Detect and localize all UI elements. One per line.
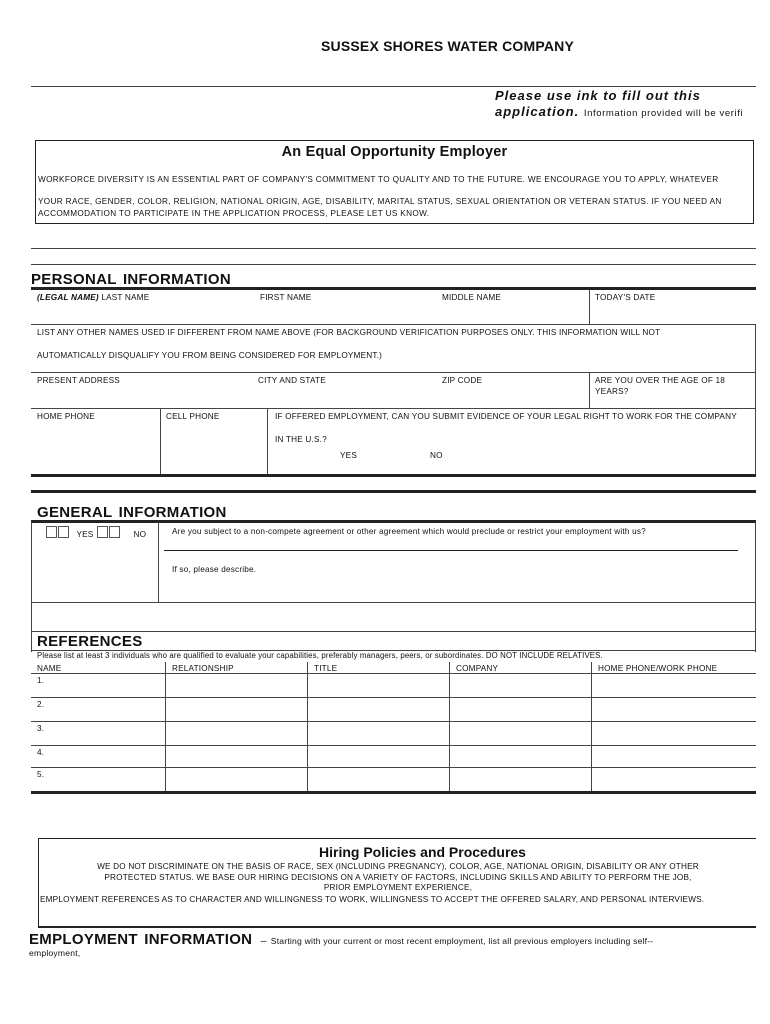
- last-name-label: LAST NAME: [101, 293, 150, 302]
- personal-info-title: PERSONAL INFORMATION: [31, 271, 231, 288]
- personal-top-rule: [31, 287, 756, 290]
- date-divider: [589, 290, 590, 324]
- middle-name-label: MIDDLE NAME: [442, 293, 502, 302]
- phone-divider-1: [160, 408, 161, 474]
- divider-1: [31, 248, 756, 249]
- hiring-line2: PROTECTED STATUS. WE BASE OUR HIRING DECISIONS ON A VARIETY OF FACTORS, INCLUDING SKILLS AND ABILITY TO PERFORM THE JOB,: [104, 873, 692, 882]
- header-rule: [31, 86, 756, 87]
- personal-bottom-rule: [31, 474, 756, 477]
- employment-header: [29, 931, 770, 949]
- home-phone-label: HOME PHONE: [37, 412, 95, 421]
- references-instructions: Please list at least 3 individuals who are qualified to evaluate your capabilities, preferably managers, peers, or subordinates. DO NOT INCLUDE RELATIVES.: [37, 651, 603, 660]
- info-verified-notice: Information provided will be verifi: [583, 108, 744, 119]
- company-name: SUSSEX SHORES WATER COMPANY: [320, 38, 575, 54]
- ink-notice-line2: application.: [495, 104, 580, 119]
- general-col-divider: [158, 522, 159, 602]
- first-name-label: FIRST NAME: [260, 293, 312, 302]
- hiring-title: Hiring Policies and Procedures: [319, 844, 526, 860]
- eoe-box: [35, 140, 754, 224]
- noncompete-no[interactable]: [97, 526, 146, 540]
- age-divider: [589, 372, 590, 408]
- todays-date-label: TODAY'S DATE: [595, 293, 656, 302]
- last-name-input[interactable]: [37, 305, 252, 321]
- legal-right-no-label: NO: [430, 451, 443, 460]
- divider-2: [31, 264, 756, 265]
- ref-row-rule: [31, 745, 756, 746]
- col-company: COMPANY: [456, 664, 499, 673]
- legal-right-yes-label: YES: [340, 451, 357, 460]
- table-row: 2.: [37, 700, 45, 709]
- ref-header-rule: [31, 673, 756, 674]
- other-names-label: LIST ANY OTHER NAMES USED IF DIFFERENT FROM NAME ABOVE (FOR BACKGROUND VERIFICATION PURPOSES ONLY. THIS INFORMATION WILL NOT: [37, 328, 661, 337]
- right-border-personal: [755, 324, 756, 474]
- general-info-title: GENERAL INFORMATION: [37, 504, 227, 521]
- cell-phone-input[interactable]: [166, 430, 262, 446]
- legal-right-no[interactable]: [430, 450, 443, 461]
- checkbox-icon: [97, 526, 108, 538]
- ref-col-divider-4: [591, 662, 592, 792]
- ink-notice-line1: Please use ink to fill out this: [495, 88, 701, 103]
- hiring-policies-box: [38, 838, 756, 928]
- ref-col-divider-1: [165, 662, 166, 792]
- legal-right-yes[interactable]: [340, 450, 357, 461]
- zip-code-label: ZIP CODE: [442, 376, 483, 385]
- legal-right-label: IF OFFERED EMPLOYMENT, CAN YOU SUBMIT EVIDENCE OF YOUR LEGAL RIGHT TO WORK FOR THE COMPANY: [275, 412, 737, 421]
- col-relationship: RELATIONSHIP: [172, 664, 234, 673]
- noncompete-underline: [164, 550, 738, 551]
- employment-dash: –: [260, 936, 267, 947]
- row-rule-1: [31, 324, 756, 325]
- ref-row-rule: [31, 767, 756, 768]
- zip-code-input[interactable]: [442, 389, 582, 405]
- hiring-line1: WE DO NOT DISCRIMINATE ON THE BASIS OF RACE, SEX (INCLUDING PREGNANCY), COLOR, AGE, NATIONAL ORIGIN, DISABILITY OR ANY OTHER: [97, 862, 699, 871]
- first-name-input[interactable]: [260, 305, 435, 321]
- table-row: 3.: [37, 724, 45, 733]
- present-address-input[interactable]: [37, 389, 252, 405]
- checkbox-icon: [58, 526, 69, 538]
- hiring-line3: PRIOR EMPLOYMENT EXPERIENCE,: [323, 883, 473, 892]
- general-top-rule-2: [31, 520, 756, 523]
- home-phone-input[interactable]: [37, 430, 155, 446]
- hiring-line4: EMPLOYMENT REFERENCES AS TO CHARACTER AND WILLINGNESS TO WORK, WILLINGNESS TO ACCEPT THE OFFERED SALARY, AND PERSONAL INTERVIEWS.: [40, 895, 705, 904]
- row-rule-3: [31, 408, 756, 409]
- ref-row-rule: [31, 721, 756, 722]
- table-row: 1.: [37, 676, 45, 685]
- employment-instructions: Starting with your current or most recent employment, list all previous employers including self--: [270, 936, 654, 946]
- city-state-label: CITY AND STATE: [258, 376, 326, 385]
- legal-name-tag: (LEGAL NAME): [37, 293, 99, 302]
- references-title: REFERENCES: [37, 633, 143, 650]
- col-phone: HOME PHONE/WORK PHONE: [598, 664, 718, 673]
- checkbox-icon: [46, 526, 57, 538]
- col-title: TITLE: [314, 664, 338, 673]
- eoe-line2: YOUR RACE, GENDER, COLOR, RELIGION, NATIONAL ORIGIN, AGE, DISABILITY, MARITAL STATUS, SEXUAL ORIENTATION OR VETERAN STATUS. IF YOU NEED AN ACCOMMODATION TO PARTICIPATE IN THE APPLICATION PROCESS, PLEASE LET US KNOW.: [38, 197, 722, 218]
- noncompete-description-input[interactable]: [172, 578, 747, 598]
- noncompete-no-label: NO: [133, 530, 147, 539]
- phone-divider-2: [267, 408, 268, 474]
- describe-label: If so, please describe.: [172, 565, 257, 574]
- general-top-rule-1: [31, 490, 756, 493]
- general-row-rule: [31, 602, 756, 603]
- present-address-label: PRESENT ADDRESS: [37, 376, 120, 385]
- ref-col-divider-2: [307, 662, 308, 792]
- general-left-border: [31, 522, 32, 652]
- references-bottom-rule: [31, 791, 756, 794]
- noncompete-yes[interactable]: [46, 526, 93, 540]
- noncompete-question: Are you subject to a non-compete agreement or other agreement which would preclude or restrict your employment with us?: [172, 527, 646, 536]
- over-18-label: ARE YOU OVER THE AGE OF 18 YEARS?: [595, 376, 726, 396]
- employment-info-title: EMPLOYMENT INFORMATION: [29, 931, 253, 948]
- other-names-label-2: AUTOMATICALLY DISQUALIFY YOU FROM BEING CONSIDERED FOR EMPLOYMENT.): [37, 351, 383, 360]
- row-rule-2: [31, 372, 756, 373]
- eoe-line1: WORKFORCE DIVERSITY IS AN ESSENTIAL PART OF COMPANY'S COMMITMENT TO QUALITY AND TO THE FUTURE. WE ENCOURAGE YOU TO APPLY, WHATEVER: [38, 175, 719, 184]
- employment-instructions-2: employment,: [29, 948, 81, 958]
- ref-col-divider-3: [449, 662, 450, 792]
- table-row: 5.: [37, 770, 45, 779]
- references-right-border: [755, 631, 756, 651]
- checkbox-icon: [109, 526, 120, 538]
- cell-phone-label: CELL PHONE: [166, 412, 220, 421]
- middle-name-input[interactable]: [442, 305, 582, 321]
- ref-row-rule: [31, 697, 756, 698]
- table-row: 4.: [37, 748, 45, 757]
- legal-name-label: [37, 292, 149, 303]
- todays-date-input[interactable]: [595, 305, 750, 321]
- legal-right-label-2: IN THE U.S.?: [275, 435, 327, 444]
- city-state-input[interactable]: [258, 389, 433, 405]
- eoe-title: An Equal Opportunity Employer: [281, 144, 508, 160]
- ink-notice: [495, 88, 770, 122]
- col-name: NAME: [37, 664, 62, 673]
- noncompete-yes-label: YES: [76, 530, 94, 539]
- general-bottom-rule: [31, 631, 756, 632]
